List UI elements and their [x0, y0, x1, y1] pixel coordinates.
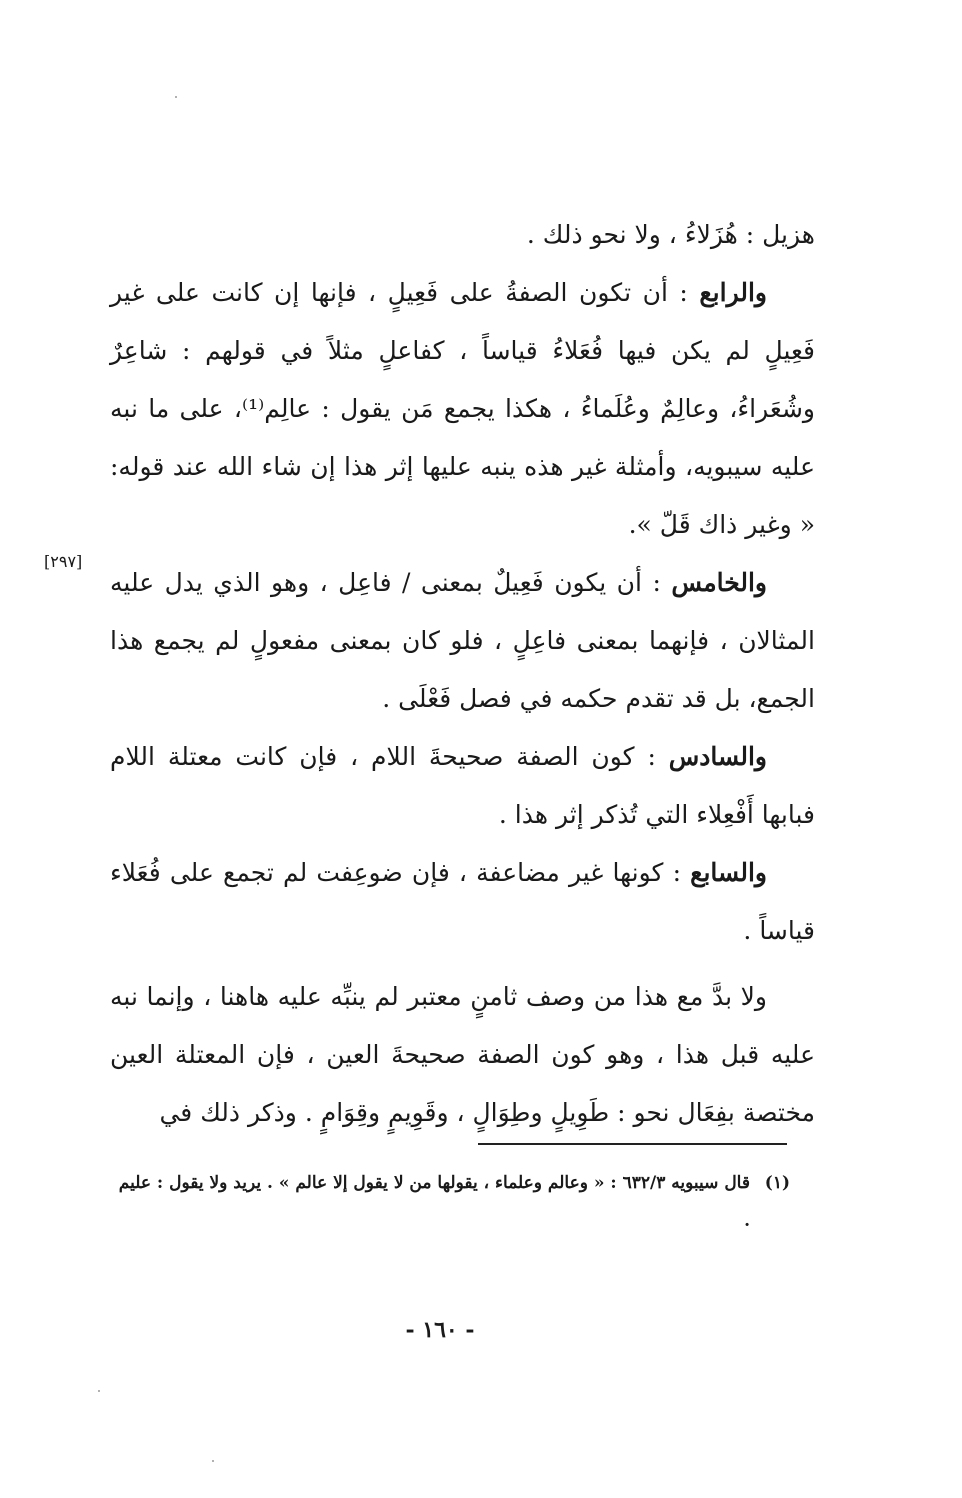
paragraph-text: : أن تكون الصفةُ على فَعِيلٍ ، فإنها إن كانت على غير فَعِيلٍ لم يكن فيها فُعَلاءُ قياساً ، كفاعلٍ مثلاً في قولهم : شاعِرٌ وشُعَراءُ، وعالِمٌ وعُلَماءُ ، هكذا يجمع مَن يقول : عالِم⁽¹⁾، على ما نبه عليه سيبويه، وأمثلة غير هذه ينبه عليها إثر هذا إن شاء الله عند قوله: « وغير ذاك قَلّ ». — [110, 278, 816, 539]
margin-page-marker: [٢٩٧] — [44, 552, 83, 571]
footnote-text: قال سيبويه ٦٣٢/٣ : « وعالم وعلماء ، يقولها من لا يقول إلا عالم » . يريد ولا يقول : عليم . — [118, 1173, 750, 1231]
scan-speck — [175, 96, 177, 98]
paragraph-text: : كونها غير مضاعفة ، فإن ضوعِفت لم تجمع على فُعَلاء قياساً . — [110, 858, 815, 945]
paragraph-lead: والرابع — [699, 278, 767, 307]
paragraph-seventh — [110, 844, 815, 960]
paragraph-text: : أن يكون فَعِيلٌ بمعنى / فاعِل ، وهو الذي يدل عليه المثالان ، فإنهما بمعنى فاعِلٍ ، فلو كان بمعنى مفعولٍ لم يجمع هذا الجمع، بل قد تقدم حكمه في فصل فَعْلَى . — [110, 568, 815, 713]
main-text — [110, 206, 815, 1142]
paragraph-text: : كون الصفة صحيحةَ اللام ، فإن كانت معتلة اللام فبابها أَفْعِلاء التي تُذكر إثر هذا . — [110, 742, 815, 829]
paragraph-text: ولا بدَّ مع هذا من وصف ثامنٍ معتبر لم ينبِّه عليه هاهنا ، وإنما نبه عليه قبل هذا ، وهو كون الصفة صحيحةَ العين ، فإن المعتلة العين مختصة بفِعَال نحو : طَوِيلٍ وطِوَالٍ ، وقَوِيمٍ وقِوَامٍ . وذكر ذلك في — [110, 982, 815, 1127]
footnote-separator — [478, 1143, 787, 1145]
footnote-number: (١) — [764, 1173, 790, 1193]
paragraph-lead: والسابع — [690, 858, 767, 887]
page-number: - ١٦٠ - — [405, 1317, 475, 1343]
scan-speck — [98, 1390, 100, 1392]
paragraph-fourth — [110, 264, 815, 554]
footnote — [110, 1164, 790, 1240]
intro-line: هزيل : هُزَلاءُ ، ولا نحو ذلك . — [526, 220, 815, 249]
paragraph-lead: والخامس — [671, 568, 767, 597]
scan-speck — [212, 1460, 214, 1462]
paragraph-lead: والسادس — [668, 742, 767, 771]
paragraph-eighth — [110, 968, 815, 1142]
paragraph-sixth — [110, 728, 815, 844]
paragraph-fifth — [110, 554, 815, 728]
